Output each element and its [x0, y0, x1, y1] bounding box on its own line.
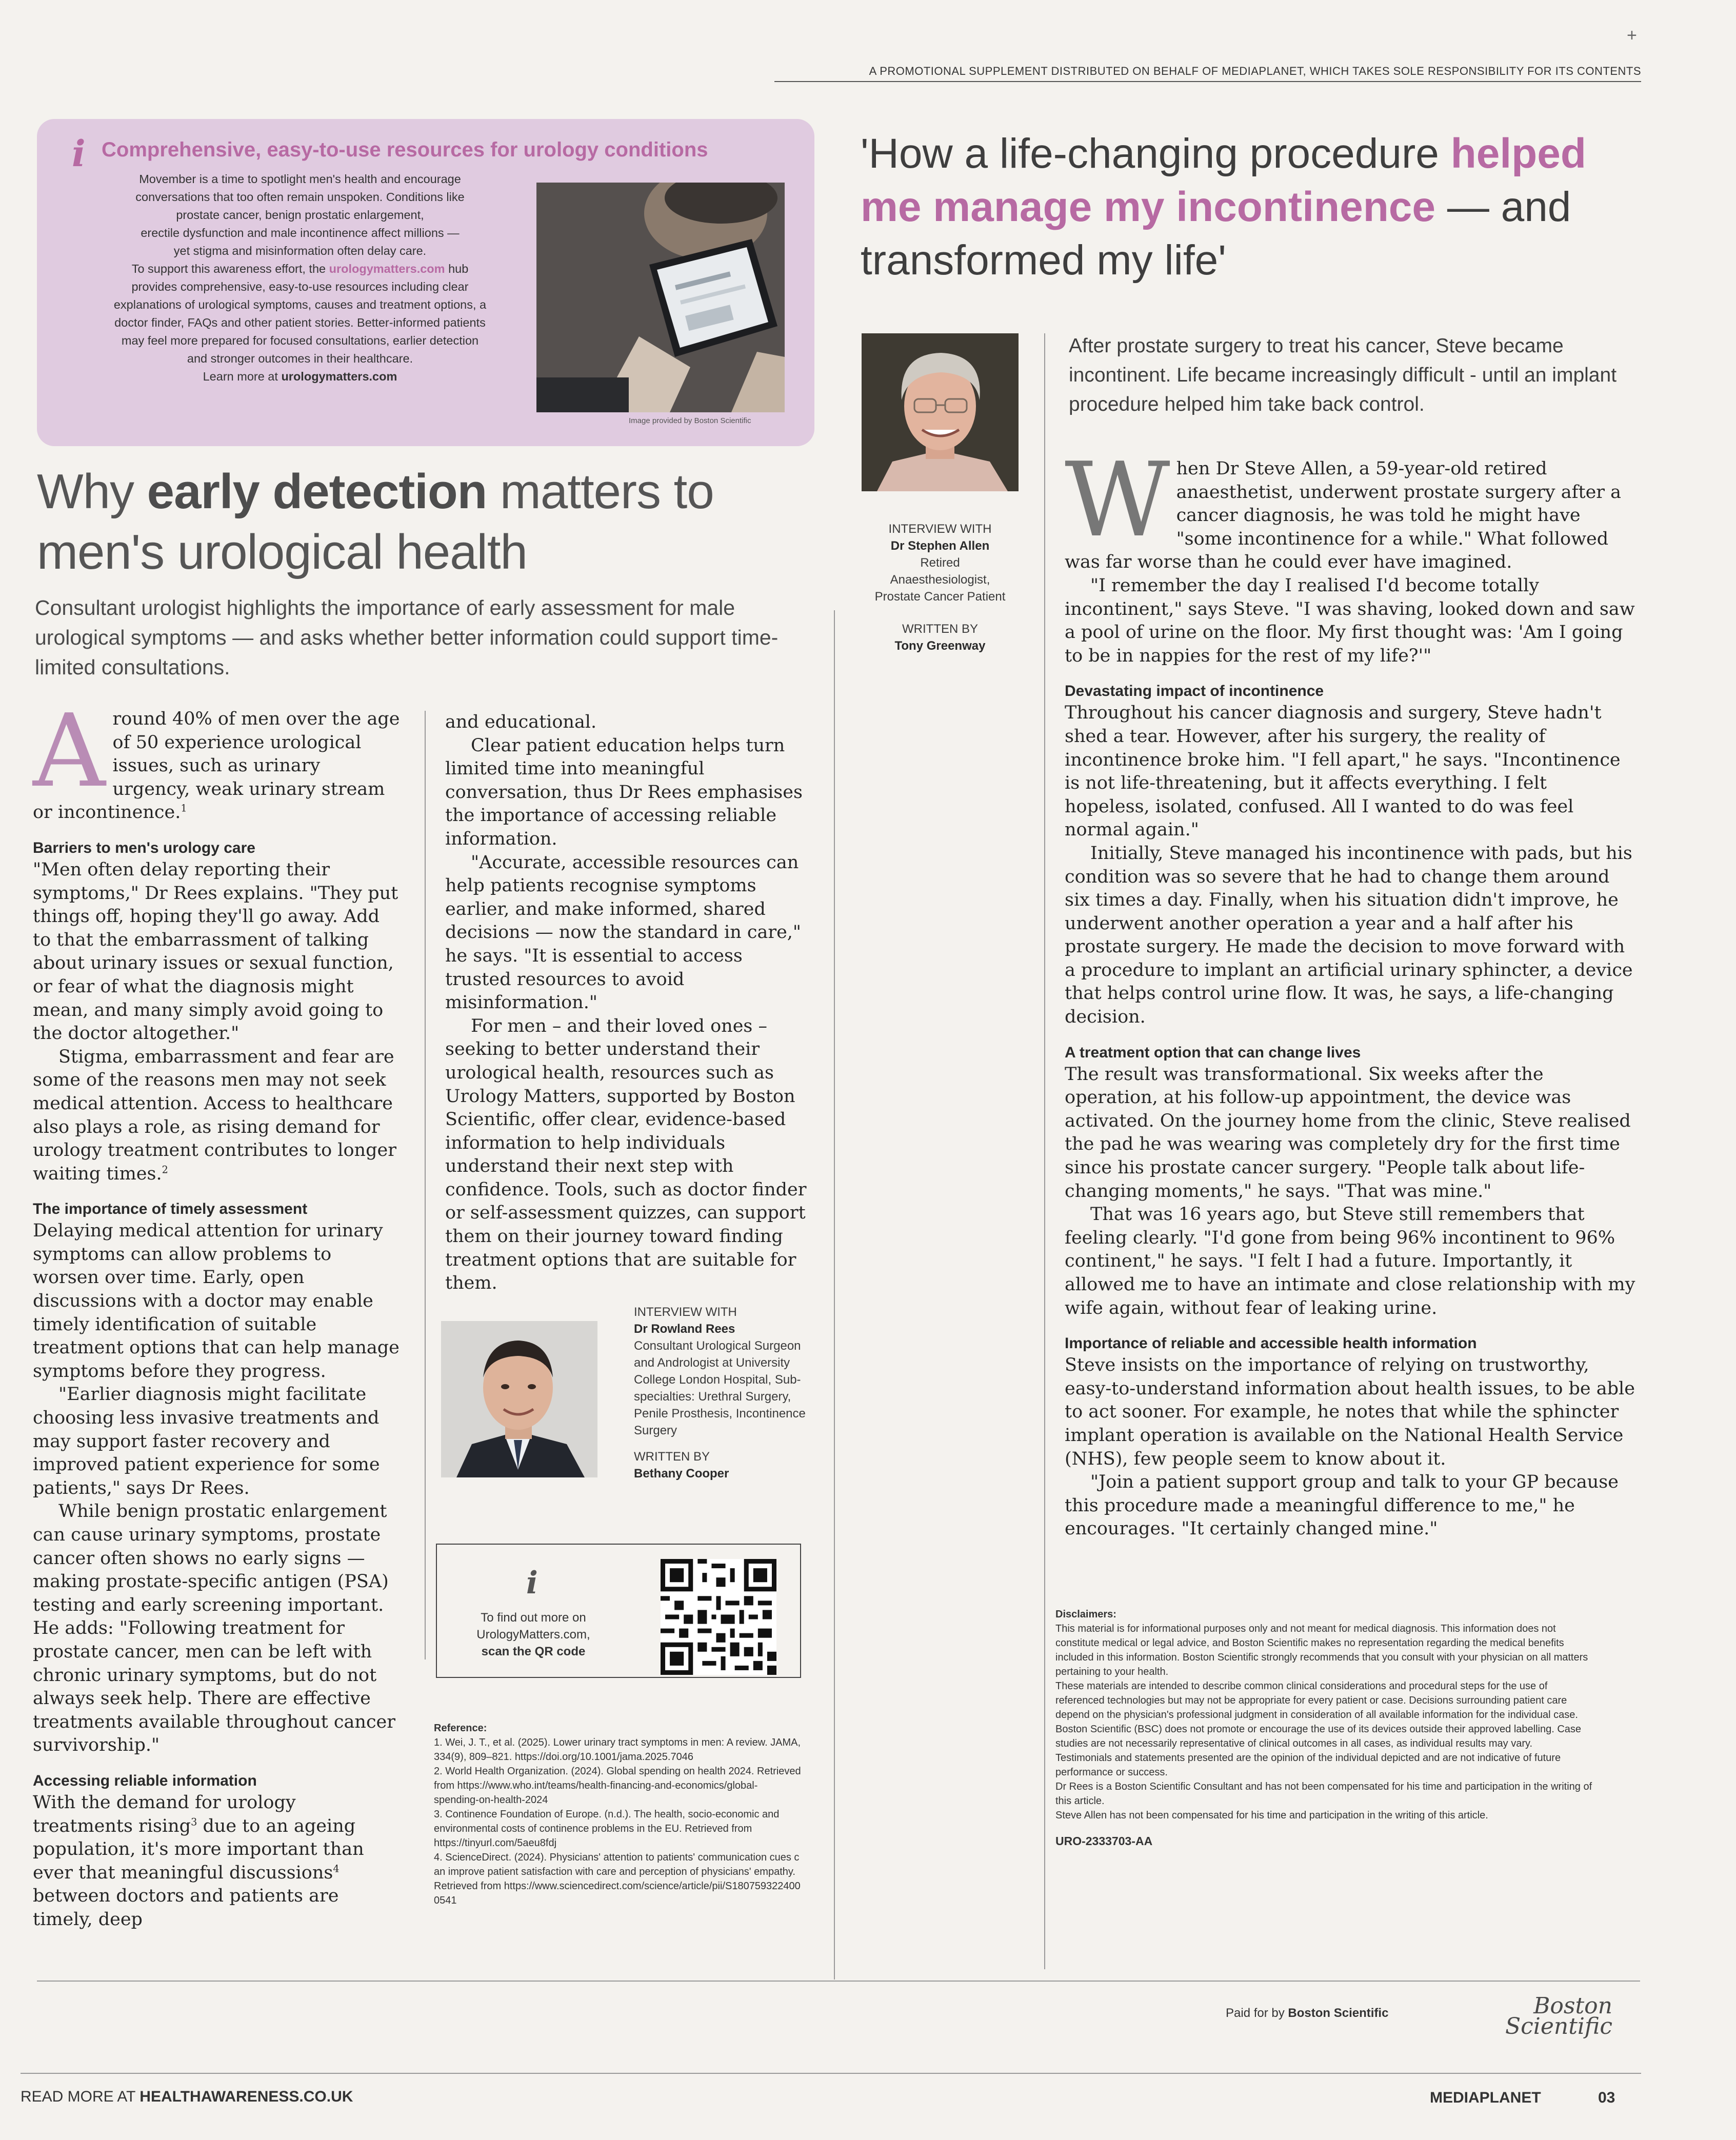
left-article-title: Why early detection matters to men's urological health: [37, 464, 714, 579]
resources-box-title: Comprehensive, easy-to-use resources for urology conditions: [102, 138, 708, 161]
allen-byline: INTERVIEW WITH Dr Stephen Allen Retired Anaesthesiologist, Prostate Cancer Patient WRITTEN BY Tony Greenway: [874, 522, 1006, 653]
top-rule: [774, 81, 1641, 82]
page-number: 03: [1598, 2089, 1615, 2106]
boston-scientific-logo: Boston Scientific: [1505, 1993, 1612, 2039]
footer-rule-bottom: [21, 2073, 1641, 2074]
column-rule-right: [1044, 333, 1045, 1969]
right-article-body: When Dr Steve Allen, a 59-year-old retired anaesthetist, underwent prostate surgery after a cancer diagnosis, he was told he might have "some incontinence for a while." What followed was far worse than he could ever have imagined. "I remember the day I realised I'd become totally incontinent," says Steve. "I was shaving, looked down and saw a pool of urine on the floor. My first thought was: 'Am I going to be in nappies for the rest of my life?'" Devastating impact of incontinence Throughout his cancer diagnosis and surgery, Steve hadn't shed a tear. However, after his surgery, the reality of incontinence broke him. "I fell apart," he says. "Incontinence is not life-threatening, but it affects everything. I felt hopeless, isolated, confused. All I wanted to do was feel normal again." Initially, Steve managed his incontinence with pads, but his condition was so severe that he had to change them around six times a day. Finally, when his situation didn't improve, he underwent another operation a year and a half after his prostate surgery. He made the decision to move forward with a procedure to implant an artificial urinary sphincter, a device that helps control urine flow. It was, he says, a life-changing decision. A treatment option that can change lives The result was transformational. Six weeks after the operation, at his follow-up appointment, the device was activated. On the journey home from the clinic, Steve realised the pad he was wearing was completely dry for the first time since his prostate cancer surgery. "People talk about life-changing moments," he says. "That was mine." That was 16 years ago, but Steve still remembers that feeling clearly. "I'd gone from being 96% incontinent to 96% continent," he says. "I felt I had a future. Importantly, it allowed me to have an intimate and close relationship with my wife again, without fear of leaking urine. Importance of reliable and accessible health information Steve insists on the importance of relying on trustworthy, easy-to-understand information about health issues, to be able to act sooner. For example, he notes that while the sphincter implant operation is available on the National Health Service (NHS), few people seem to know about it. "Join a patient support group and talk to your GP because this procedure made a meaningful difference to me," he encourages. "It certainly changed mine.": [1065, 441, 1635, 1539]
supplement-notice: A PROMOTIONAL SUPPLEMENT DISTRIBUTED ON BEHALF OF MEDIAPLANET, WHICH TAKES SOLE RESPONSIBILITY FOR ITS CONTENTS: [869, 65, 1641, 77]
right-article-standfirst: After prostate surgery to treat his cancer, Steve became incontinent. Life became increasingly difficult - until an implant procedure helped him take back control.: [1069, 335, 1617, 415]
left-article-column-1: Around 40% of men over the age of 50 experience urological issues, such as urinary urgency, weak urinary stream or incontinence.$^1$ Barriers to men's urology care "Men often delay reporting their symptoms," Dr Rees explains. "They put things off, hoping they'll go away. Add to that the embarrassment of talking about urinary issues or sexual function, or fear of what the diagnosis might mean, and many simply avoid going to the doctor altogether." Stigma, embarrassment and fear are some of the reasons men may not seek medical attention. Access to healthcare also plays a role, as rising demand for urology treatment contributes to longer waiting times.$^2$ The importance of timely assessment Delaying medical attention for urinary symptoms can allow problems to worsen over time. Early, open discussions with a doctor may enable timely identification of suitable treatment options that can help manage symptoms before they progress. "Earlier diagnosis might facilitate choosing less invasive treatments and may support faster recovery and improved patient experience for some patients," says Dr Rees. While benign prostatic enlargement can cause urinary symptoms, prostate cancer often shows no early signs — making prostate-specific antigen (PSA) testing and early screening important. He adds: "Following treatment for prostate cancer, men can be left with chronic urinary symptoms, but do not always seek help. There are effective treatments available throughout cancer survivorship." Accessing reliable information With the demand for urology treatments rising$^3$ due to an ageing population, it's more important than ever that meaningful discussions$^4$ between doctors and patients are timely, deep: [33, 708, 401, 1932]
dr-allen-photo: [862, 333, 1019, 491]
column-rule-middle: [834, 610, 835, 1979]
rees-name: Dr Rowland Rees: [634, 1322, 735, 1336]
qr-info-icon: i: [526, 1565, 538, 1601]
rees-byline: INTERVIEW WITH Dr Rowland Rees Consultant Urological Surgeon and Andrologist at University College London Hospital, Sub-specialties: Urethral Surgery, Penile Prosthesis, Incontinence Surgery WRITTEN BY Bethany Cooper: [634, 1305, 806, 1481]
healthawareness-link[interactable]: HEALTHAWARENESS.CO.UK: [139, 2088, 353, 2105]
product-code: URO-2333703-AA: [1055, 1834, 1153, 1848]
allen-name: Dr Stephen Allen: [890, 539, 990, 553]
paid-by: Paid for by Boston Scientific: [1226, 2006, 1389, 2020]
reference-item: 3. Continence Foundation of Europe. (n.d.). The health, socio-economic and environmental costs of continence problems in the EU. Retrieved from https://tinyurl.com/5aeu8fdj: [434, 1809, 780, 1849]
drop-cap-w: W: [1065, 441, 1170, 560]
reference-item: 4. ScienceDirect. (2024). Physicians' attention to patients' communication cues can improve patient satisfaction with care and perception of physicians' empathy. Retrieved from https://www.sciencedirect.com/science/article/pii/S1807593224000541: [434, 1852, 801, 1906]
urologymatters-link[interactable]: urologymatters.com: [329, 262, 445, 275]
tablet-photo: [536, 183, 785, 412]
subheading-reliable-info: Importance of reliable and accessible health information: [1065, 1335, 1477, 1352]
left-article-column-2: and educational. Clear patient education helps turn limited time into meaningful conversation, thus Dr Rees emphasises the importance of accessing reliable information. "Accurate, accessible resources can help patients recognise symptoms earlier, and make informed, shared decisions — now the standard in care," he says. "It is essential to access trusted resources to avoid misinformation." For men – and their loved ones – seeking to better understand their urological health, resources such as Urology Matters, supported by Boston Scientific, offer clear, evidence-based information to help individuals understand their next step with confidence. Tools, such as doctor finder or self-assessment quizzes, can support them on their journey toward finding treatment options that are suitable for them.: [445, 712, 807, 1294]
dr-rees-photo: [441, 1321, 597, 1477]
drop-cap-a: A: [33, 693, 106, 810]
learn-more-link[interactable]: urologymatters.com: [281, 370, 397, 383]
left-article-standfirst: Consultant urologist highlights the importance of early assessment for male urological symptoms — and asks whether better information could support time-limited consultations.: [35, 596, 779, 679]
corner-mark: +: [1627, 26, 1637, 45]
publisher-name: MEDIAPLANET: [1430, 2089, 1541, 2106]
subheading-treatment-option: A treatment option that can change lives: [1065, 1044, 1361, 1061]
disclaimers: Disclaimers: This material is for informational purposes only and not meant for medical diagnosis. This information does not constitute medical or legal advice, and Boston Scientific makes no representation regarding the medical benefits included in this information. Boston Scientific strongly recommends that you consult with your physician on all matters pertaining to your health. These materials are intended to describe common clinical considerations and procedural steps for the use of referenced technologies but may not be appropriate for every patient or case. Decisions surrounding patient care depend on the physician's professional judgment in consideration of all available information for the individual case. Boston Scientific (BSC) does not promote or encourage the use of its devices outside their approved labelling. Case studies are not necessarily representative of clinical outcomes in all cases, as individual results may vary. Testimonials and statements presented are the opinion of the individual depicted and are not indicative of future performance or success. Dr Rees is a Boston Scientific Consultant and has not been compensated for his time and participation in the writing of this article. Steve Allen has not been compensated for his time and participation in the writing of this article. URO-2333703-AA: [1055, 1607, 1595, 1848]
right-article-headline: 'How a life-changing procedure helped me manage my incontinence — and transformed my life': [861, 130, 1586, 284]
subheading-timely: The importance of timely assessment: [33, 1201, 308, 1218]
subheading-devastating: Devastating impact of incontinence: [1065, 683, 1324, 700]
qr-text: To find out more on UrologyMatters.com, scan the QR code: [476, 1611, 590, 1658]
subheading-barriers: Barriers to men's urology care: [33, 839, 255, 856]
reference-item: 2. World Health Organization. (2024). Global spending on health 2024. Retrieved from https://www.who.int/teams/health-financing-and-economics/global-spending-on-health-2024: [434, 1766, 801, 1806]
qr-code[interactable]: [661, 1559, 776, 1675]
image-credit: Image provided by Boston Scientific: [629, 416, 751, 425]
references: Reference: 1. Wei, J. T., et al. (2025). Lower urinary tract symptoms in men: A review. JAMA, 334(9), 809–821. https://doi.org/10.1001/jama.2025.7046 2. World Health Organization. (2024). Global spending on health 2024. Retrieved from https://www.who.int/teams/health-financing-and-economics/global-spending-on-health-2024 3. Continence Foundation of Europe. (n.d.). The health, socio-economic and environmental costs of continence problems in the EU. Retrieved from https://tinyurl.com/5aeu8fdj 4. ScienceDirect. (2024). Physicians' attention to patients' communication cues can improve patient satisfaction with care and perception of physicians' empathy. Retrieved from https://www.sciencedirect.com/science/article/pii/S1807593224000541: [434, 1721, 801, 1908]
column-rule-left: [425, 711, 426, 1659]
read-more: READ MORE AT HEALTHAWARENESS.CO.UK: [21, 2088, 353, 2105]
footer-rule-top: [37, 1981, 1640, 1982]
subheading-accessing: Accessing reliable information: [33, 1772, 257, 1789]
resources-box-text: Movember is a time to spotlight men's health and encourage conversations that too often remain unspoken. Conditions like prostate cancer, benign prostatic enlargement, erectile dysfunction and male incontinence affect millions — yet stigma and misinformation often delay care. To support this awareness effort, the urologymatters.com hub provides comprehensive, easy-to-use resources including clear explanations of urological symptoms, causes and treatment options, a doctor finder, FAQs and other patient stories. Better-informed patients may feel more prepared for focused consultations, earlier detection and stronger outcomes in their healthcare. Learn more at urologymatters.com: [113, 172, 487, 383]
reference-item: 1. Wei, J. T., et al. (2025). Lower urinary tract symptoms in men: A review. JAMA, 334(9), 809–821. https://doi.org/10.1001/jama.2025.7046: [434, 1737, 801, 1763]
info-icon: i: [72, 132, 86, 175]
